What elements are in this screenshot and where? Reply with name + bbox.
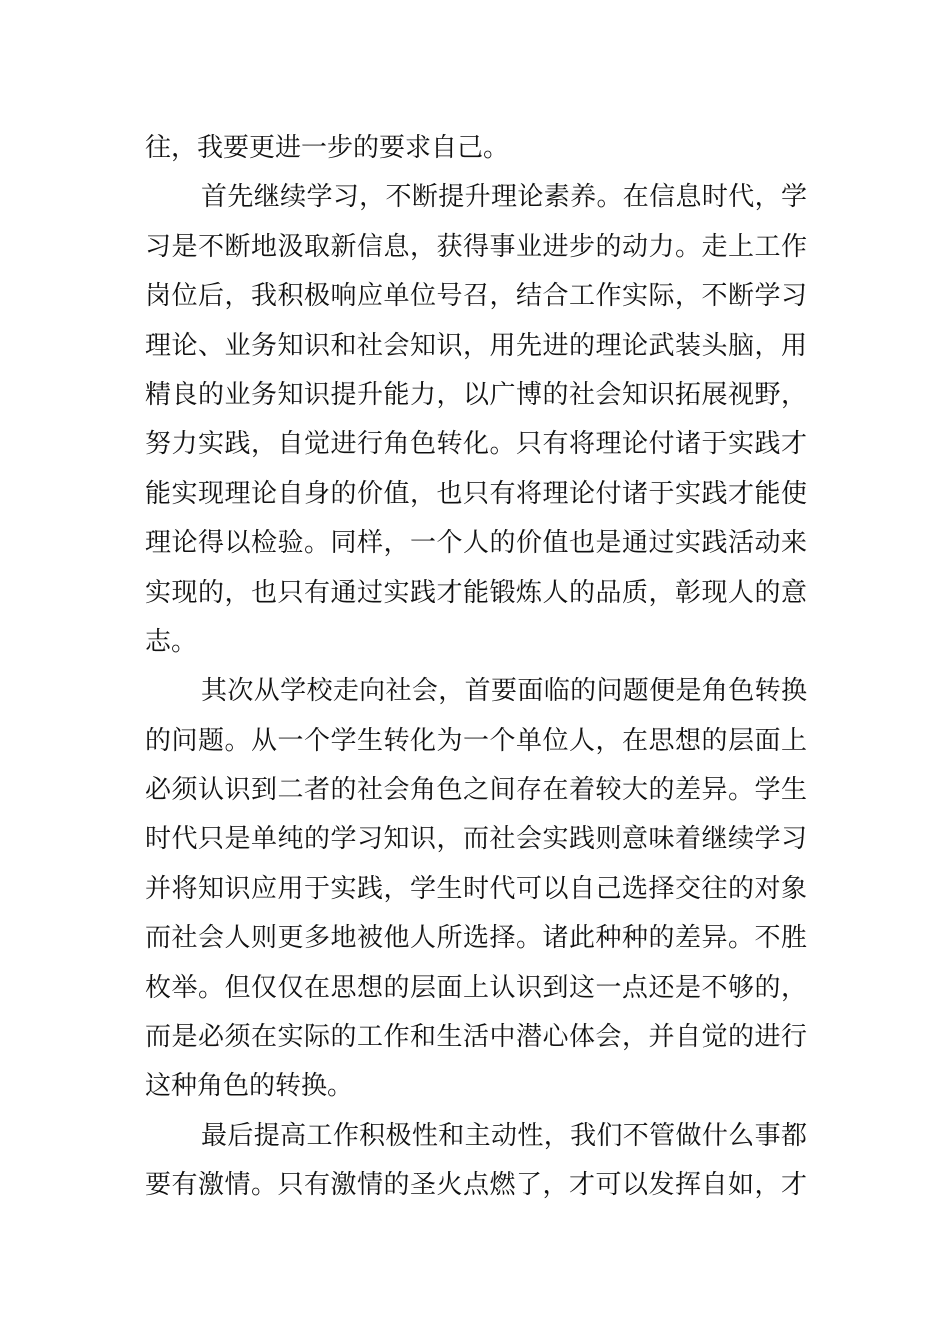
text-line: 时代只是单纯的学习知识，而社会实践则意味着继续学习 [145,824,807,855]
text-line: 志。 [145,626,198,657]
text-line: 精良的业务知识提升能力，以广博的社会知识拓展视野， [145,379,807,410]
text-line: 的问题。从一个学生转化为一个单位人，在思想的层面上 [145,725,807,756]
text-line: 习是不断地汲取新信息，获得事业进步的动力。走上工作 [145,231,807,262]
text-line: 能实现理论自身的价值，也只有将理论付诸于实践才能使 [145,478,807,509]
text-line: 枚举。但仅仅在思想的层面上认识到这一点还是不够的， [145,972,807,1003]
text-line: 实现的，也只有通过实践才能锻炼人的品质，彰现人的意 [145,577,807,608]
text-line: 其次从学校走向社会，首要面临的问题便是角色转换 [201,676,807,707]
text-line: 岗位后，我积极响应单位号召，结合工作实际，不断学习 [145,281,807,312]
text-line: 要有激情。只有激情的圣火点燃了，才可以发挥自如，才 [145,1170,807,1201]
body-text [145,124,807,1211]
text-line: 这种角色的转换。 [145,1071,354,1102]
text-line: 必须认识到二者的社会角色之间存在着较大的差异。学生 [145,775,807,806]
text-line: 而是必须在实际的工作和生活中潜心体会，并自觉的进行 [145,1022,807,1053]
text-line: 首先继续学习，不断提升理论素养。在信息时代，学 [201,182,807,213]
text-line: 往，我要更进一步的要求自己。 [145,133,510,163]
text-line: 理论得以检验。同样，一个人的价值也是通过实践活动来 [145,528,807,559]
text-line: 最后提高工作积极性和主动性，我们不管做什么事都 [201,1120,807,1151]
text-line: 而社会人则更多地被他人所选择。诸此种种的差异。不胜 [145,923,807,954]
text-line: 努力实践，自觉进行角色转化。只有将理论付诸于实践才 [145,429,807,460]
text-line: 并将知识应用于实践，学生时代可以自己选择交往的对象 [145,873,807,904]
text-line: 理论、业务知识和社会知识，用先进的理论武装头脑，用 [145,330,807,361]
